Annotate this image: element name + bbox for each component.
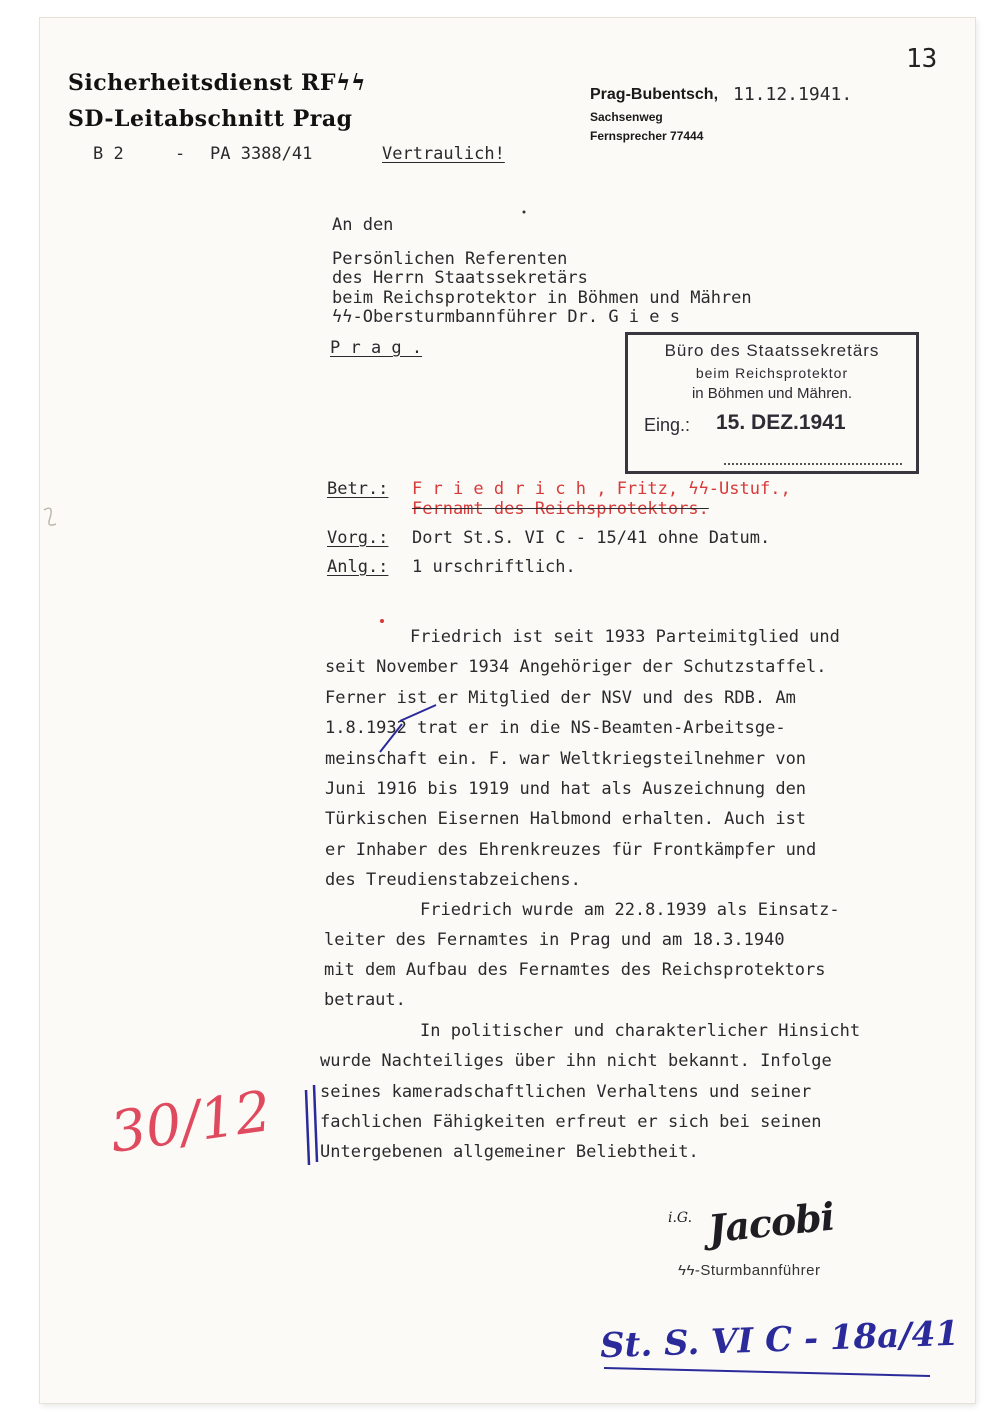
- body-line: Ferner ist er Mitglied der NSV und des RDB. Am: [325, 688, 796, 708]
- reference-file: PA 3388/41: [210, 144, 313, 164]
- previous-text: Dort St.S. VI C - 15/41 ohne Datum.: [412, 528, 771, 548]
- recipient-line: Persönlichen Referenten: [332, 249, 568, 269]
- stamp-line3: in Böhmen und Mähren.: [691, 385, 853, 402]
- location-city: Prag-Bubentsch,: [590, 86, 719, 103]
- location-phone: Fernsprecher 77444: [590, 129, 704, 143]
- body-line: Friedrich ist seit 1933 Parteimitglied und: [410, 627, 840, 647]
- body-line: Türkischen Eisernen Halbmond erhalten. Auch ist: [325, 809, 807, 829]
- sender-line1: Sicherheitsdienst RFϟϟ: [68, 70, 366, 96]
- letter-date: 11.12.1941.: [733, 84, 853, 105]
- red-pencil-note: 30/12: [106, 1079, 276, 1166]
- stamp-line1: Büro des Staatssekretärs: [664, 341, 880, 360]
- body-line: des Treudienstabzeichens.: [325, 870, 581, 890]
- enclosure-text: 1 urschriftlich.: [412, 557, 576, 577]
- signature: Jacobi: [705, 1193, 837, 1252]
- blue-pencil-strike: [380, 724, 402, 752]
- body-line: In politischer und charakterlicher Hinsicht: [420, 1021, 861, 1041]
- stamp-line2: beim Reichsprotektor: [695, 365, 849, 381]
- recipient-line: des Herrn Staatssekretärs: [332, 268, 588, 288]
- stamp-received-label: Eing.:: [644, 415, 691, 435]
- body-line: wurde Nachteiliges über ihn nicht bekannt. Infolge: [320, 1051, 832, 1071]
- body-line: er Inhaber des Ehrenkreuzes für Frontkämpfer und: [325, 840, 817, 860]
- blue-pencil-strike: [400, 705, 436, 721]
- blue-margin-mark: [306, 1090, 309, 1165]
- blue-margin-mark: [314, 1085, 317, 1162]
- body-line: mit dem Aufbau des Fernamtes des Reichsprotektors: [324, 960, 826, 980]
- signature-prefix: i.G.: [668, 1210, 693, 1226]
- body-line: meinschaft ein. F. war Weltkriegsteilnehmer von: [325, 749, 807, 769]
- paper-edge-mark: [44, 508, 56, 525]
- location-street: Sachsenweg: [590, 110, 663, 124]
- subject-line1: F r i e d r i c h , Fritz, ϟϟ-Ustuf.,: [412, 479, 791, 499]
- reference-dash: -: [175, 144, 186, 164]
- body-line: seines kameradschaftlichen Verhaltens und seiner: [320, 1082, 812, 1102]
- red-dot: [380, 619, 384, 623]
- body-line: seit November 1934 Angehöriger der Schutzstaffel.: [325, 657, 827, 677]
- page-number: 13: [906, 44, 938, 74]
- body-line: betraut.: [324, 990, 406, 1010]
- body-line: leiter des Fernamtes in Prag und am 18.3.1940: [324, 930, 785, 950]
- confidential-mark: Vertraulich!: [382, 144, 505, 164]
- reference-code: B 2: [93, 144, 124, 164]
- stamp-received-date: 15. DEZ.1941: [716, 411, 846, 434]
- bottom-file-reference: St. S. VI C - 18a/41: [599, 1313, 960, 1367]
- recipient-city: P r a g .: [330, 338, 423, 358]
- sender-line2: SD-Leitabschnitt Prag: [68, 106, 353, 132]
- recipient-line: beim Reichsprotektor in Böhmen und Mähren: [332, 288, 752, 308]
- recipient-line: An den: [332, 215, 394, 235]
- body-line: Friedrich wurde am 22.8.1939 als Einsatz-: [420, 900, 840, 920]
- signature-rank: ϟϟ-Sturmbannführer: [678, 1262, 821, 1279]
- subject-label: Betr.:: [327, 479, 389, 499]
- ink-dot: [523, 211, 526, 214]
- body-line: 1.8.1932 trat er in die NS-Beamten-Arbeitsge-: [325, 718, 786, 738]
- previous-label: Vorg.:: [327, 528, 389, 548]
- subject-line2: Fernamt des Reichsprotektors.: [412, 499, 709, 519]
- blue-underline: [604, 1368, 930, 1376]
- enclosure-label: Anlg.:: [327, 557, 389, 577]
- recipient-line: ϟϟ-Obersturmbannführer Dr. G i e s: [332, 307, 680, 327]
- body-line: fachlichen Fähigkeiten erfreut er sich bei seinen: [320, 1112, 822, 1132]
- body-line: Juni 1916 bis 1919 und hat als Auszeichnung den: [325, 779, 807, 799]
- body-line: Untergebenen allgemeiner Beliebtheit.: [320, 1142, 699, 1162]
